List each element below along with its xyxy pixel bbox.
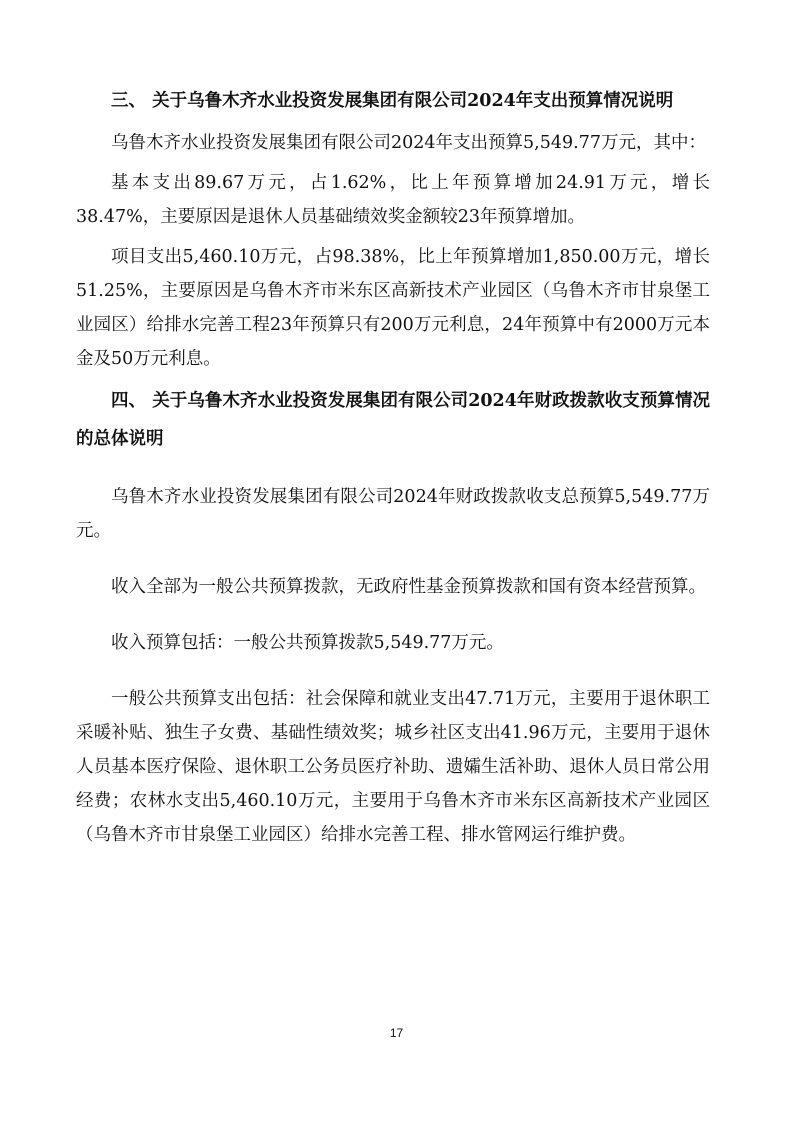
paragraph-basic-expenditure: 基本支出89.67万元，占1.62%，比上年预算增加24.91万元，增长38.47%，主要原因是退休人员基础绩效奖金额较23年预算增加。	[76, 173, 710, 227]
paragraph-total-expenditure: 乌鲁木齐水业投资发展集团有限公司2024年支出预算5,549.77万元，其中：	[111, 133, 706, 153]
section-heading-3: 三、 关于乌鲁木齐水业投资发展集团有限公司2024年支出预算情况说明	[111, 91, 674, 111]
paragraph-total-budget: 乌鲁木齐水业投资发展集团有限公司2024年财政拨款收支总预算5,549.77万元。	[76, 487, 710, 541]
paragraph-income-source: 收入全部为一般公共预算拨款，无政府性基金预算拨款和国有资本经营预算。	[111, 577, 706, 597]
paragraph-income-budget: 收入预算包括：一般公共预算拨款5,549.77万元。	[111, 633, 504, 653]
document-body	[76, 82, 710, 852]
section-heading-4: 四、 关于乌鲁木齐水业投资发展集团有限公司2024年财政拨款收支预算情况的总体说明	[76, 391, 710, 449]
paragraph-public-expenditure: 一般公共预算支出包括：社会保障和就业支出47.71万元，主要用于退休职工采暖补贴、独生子女费、基础性绩效奖；城乡社区支出41.96万元，主要用于退休人员基本医疗保险、退休职工公务员医疗补助、遗孀生活补助、退休人员日常公用经费；农林水支出5,460.10万元，主要用于乌鲁木齐市米东区高新技术产业园区（乌鲁木齐市甘泉堡工业园区）给排水完善工程、排水管网运行维护费。	[76, 689, 710, 845]
paragraph-project-expenditure: 项目支出5,460.10万元，占98.38%，比上年预算增加1,850.00万元，增长51.25%，主要原因是乌鲁木齐市米东区高新技术产业园区（乌鲁木齐市甘泉堡工业园区）给排水完善工程23年预算只有200万元利息，24年预算中有2000万元本金及50万元利息。	[76, 247, 710, 369]
page-number: 17	[389, 1026, 404, 1040]
